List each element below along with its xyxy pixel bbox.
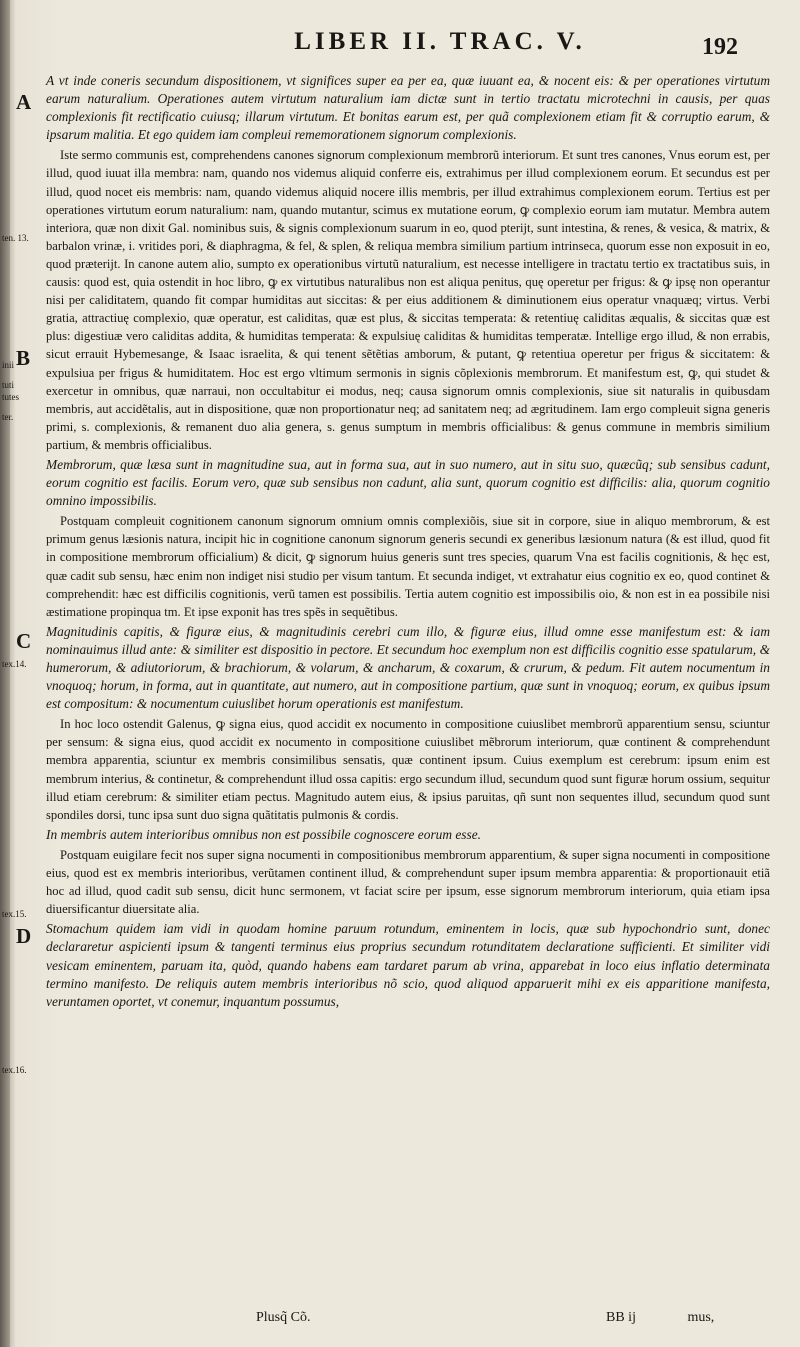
text-paragraph: A vt inde coneris secundum dispositionem, vt significes super ea per ea, quæ iuuant ea, & nocent eis: & per operationes virtutum earum naturalium. Operationes autem virtutum naturalium iam dictæ sunt in tertio tractatu microtechni in causis, per quas complexionis fit rectificatio cuiusq; illarum virtutum. Et bonitas earum est, per quã complexionem etiam fit & corruptio earum, & ipsarum malitia. Et ego quidem iam compleui rememorationem signorum complexionis. [46, 73, 770, 143]
text-paragraph: Magnitudinis capitis, & figuræ eius, & magnitudinis cerebri cum illo, & figuræ eius, illud omne esse manifestum est: & iam nominauimus illud ante: & similiter est dispositio in pectore. Et secundum hoc exemplum non est difficilis cognitio esse spatularum, & humerorum, & adiutoriorum, & brachiorum, & volarum, & ancharum, & coxarum, & crurum, & pedum. Fit autem nocumentum in vnoquoq; horum, in forma, aut in quantitate, aut numero, aut in compositione partium, quæ sunt in vnoquoq; eorum, ex quibus ipsum est compositum: & nocumentum cuiuslibet horum operationis est manifestum. [46, 623, 770, 712]
margin-note: tex.15. [2, 909, 27, 919]
commentary-paragraph: Postquam compleuit cognitionem canonum signorum omnium omnis complexiõis, siue sit in corpore, siue in aliquo membrorum, & est primum genus læsionis natura, incipit hic in cognitione canonum signorum generis secundi ex generibus læsionum natura (& est illud, quod fit in compositione membrorum officialium) & dicit, ꝙ signorum huius generis sunt tres species, quarum Vna est facilis cognitionis, & hęc est, quæ cadit sub sensu, hæc enim non indiget nisi studio per visum tantum. Et secunda indiget, vt extrahatur eius cognitio ex eo, quod continet & comprehendit: hæc est difficilis cognitionis, verũ tamen est possibilis. Tertia autem cognitio est impossibilis oio, & non est in ea possibile nisi æstimatione propinqua tm. Et ipse exponit has tres spẽs in sequẽtibus. [46, 514, 770, 619]
margin-note: inii [2, 360, 15, 370]
signature-label: BB ij [606, 1310, 636, 1325]
section-letter-d: D [16, 924, 32, 948]
text-paragraph: Stomachum quidem iam vidi in quodam homine paruum rotundum, eminentem in locis, quæ sub hypochondrio sunt, donec declararetur aspicienti ipsum & tangenti terminus eius proprius secundum rotunditatem declaratione sufficienti. Et similiter vidi vesicam eminentem, paruam ita, quòd, quando habens eam tardaret parum ab vrina, apparebat in loco eius inflatio determinata termino manifesto. De reliquis autem membris interioribus nõ scio, quod aliquod apparuerit mihi ex eis apparitione manifesta, veruntamen oportet, vt conemur, inquantum possumus, [46, 921, 770, 1009]
margin-note: tutes [2, 392, 19, 402]
catchword: Plusq̃ Cõ. [256, 1310, 311, 1325]
running-head: LIBER II. TRAC. V. [294, 28, 586, 55]
signature-mark [606, 1310, 714, 1326]
commentary-paragraph: In hoc loco ostendit Galenus, ꝙ signa eius, quod accidit ex nocumento in compositione cuiuslibet membrorũ apparentium sensu, sciuntur per sensum: & signa eius, quod accidit ex nocumento in compositione cuiuslibet mẽbrorum interiorum, quæ continent & comprehendunt membra apparentia, sciuntur ex membris consimilibus sensatis, quæ continent ipsum. Cuius exemplum est cerebrum: ipsum enim est membrum interius, & continetur, & comprehendunt illud ossa capitis: ergo secundum illud, secundum quod sunt figuræ horum ossium, sequitur illud etiam cerebrum: & similiter etiam pectus. Magnitudo autem eius, & ipsius paruitas, qñ sunt non sequentes illud, secundum quod sunt spondiles dorsi, tunc ipsa sunt duo signa quãtitatis pulmonis & cordis. [46, 717, 771, 822]
margin-note: ten. 13. [2, 233, 29, 243]
main-text-block [46, 72, 770, 1013]
last-word: mus, [687, 1310, 715, 1325]
margin-note: tuti [2, 380, 15, 390]
margin-note: tex.14. [2, 659, 27, 669]
commentary-paragraph: Postquam euigilare fecit nos super signa nocumenti in compositionibus membrorum apparentium, & super signa nocumenti in compositione eius, quod est ex membris interioribus, verũtamen continent illud, & comprehendunt super ipsum membra apparentia: & proportionauit etiã hoc ad illud, quod cadit sub sensu, dicit hunc sermonem, vt faciat scire per ipsum, esse signorum membrorum interiorum, quia etiam ipsa diuersificantur diuersitate alia. [46, 847, 770, 917]
section-letter-a: A [16, 90, 32, 114]
folio-number: 192 [702, 34, 738, 60]
margin-note: ter. [2, 412, 14, 422]
text-paragraph: Membrorum, quæ læsa sunt in magnitudine sua, aut in forma sua, aut in suo numero, aut in situ suo, quæcũq; sub sensibus cadunt, eorum cognitio est facilis. Eorum vero, quæ sub sensibus non cadunt, alia sunt, quorum cognitio est difficilis: alia, quorum cognitio omnino impossibilis. [46, 456, 770, 509]
margin-note: tex.16. [2, 1065, 27, 1075]
commentary-paragraph: Iste sermo communis est, comprehendens canones signorum complexionum membrorũ interiorum. Et sunt tres canones, Vnus eorum est, per illud, quod iuuat illa membra: nam, quando nos videmus aliquid conferre eis, extrahimus per illud complexionem eorum. Et secundus est per illud, quod nocet eis membris: nam, quando videmus aliquid nocere illis membris, per illud extrahimus complexionem eorum. Tertius est per operationes virtutum eorum naturalium: nam, quando mutantur, scimus ex mutatione eorum, ꝙ complexio eorum iam mutatur. Membra autem interiora, quæ non dixit Gal. nominibus suis, & signis complexionum suarum in eo, quod pterijt, sunt intestina, & renes, & vesica, & matrix, & barbalon vrinæ, i. vritides pori, & diaphragma, & fel, & splen, & reliqua membra similium partium intrinseca, quorum esse non exposuit in eo, quod præterijt. In canone autem alio, sumpto ex operationibus virtutũ naturalium, est necesse intelligere in tractatu tertio ex tractatibus suis, in causis: quod est, quia ostendit in hoc libro, ꝙ ex virtutibus naturalibus non est aliqua penitus, quę operetur per frigus: & ꝙ ipsę non operantur nisi per caliditatem, quando fit compar humiditas aut siccitas: & per eius additionem & diminutionem eius operatur vnaquæq; virtus. Verbi gratia, attractiuę complexio, quæ operatur, est caliditas, quæ est plus, & siccitas temperata: & retentiuę caliditas æqualis, & siccitas quæ est plus: digestiuæ vero caliditas addita, & humiditas temperata: & expulsiuę caliditas & humiditas temperatæ. Intellige ergo illud, & non errabis, sicut errauit Hybemesange, & Isaac israelita, & qui tenent sẽtẽtias amborum, & putant, ꝙ retentiua operetur per frigus & siccitatem: & expulsiua per frigus & humiditatem. Hoc est ergo vltimum sermonis in signis cõplexionis membrorum. Et manifestum est, ꝙ, qui studet & exercetur in omnibus, quæ narraui, non occultabitur ei modus, neq; causa signorum omnis complexionis, siue sit naturalis in quibusdam membris, aut accidẽtalis, aut in dispositione, quæ non proportionatur neq; ad sanitatem neq; ad ægritudinem. Iam ergo compleuit signa generis primi, s. complexionis, & remanent duo alia genera, s. genus sumptum in membris officialibus: & genus commune in membris similium partium, & membris officialibus. [46, 148, 770, 452]
section-letter-c: C [16, 629, 32, 653]
text-paragraph: In membris autem interioribus omnibus non est possibile cognoscere eorum esse. [46, 826, 482, 842]
section-letter-b: B [16, 346, 31, 370]
page-gutter [0, 0, 10, 1347]
